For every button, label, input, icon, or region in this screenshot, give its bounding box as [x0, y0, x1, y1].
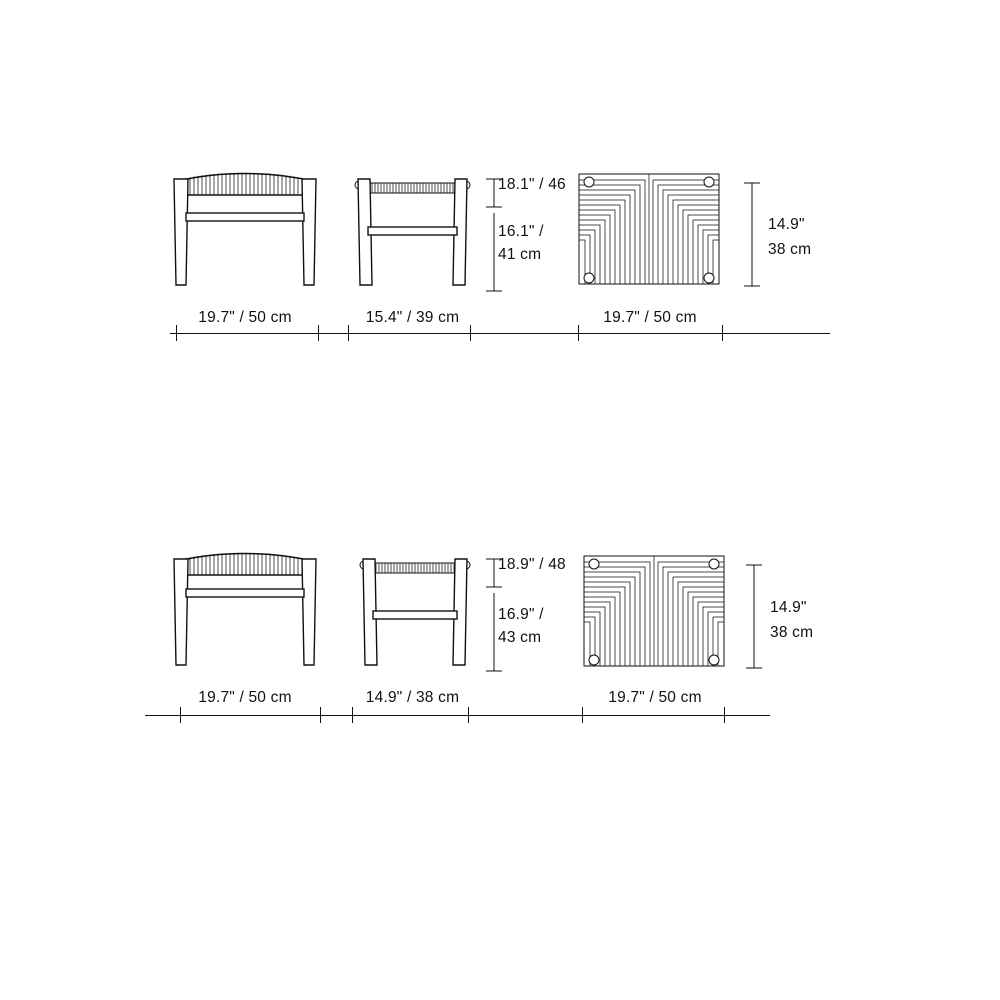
lower-baseline-tick-4 — [468, 707, 469, 723]
upper-baseline-tick-6 — [722, 325, 723, 341]
lower-frame-height-label-line1: 16.9" / — [498, 606, 544, 623]
upper-side-elevation — [350, 165, 475, 290]
front-elevation-drawing — [160, 545, 330, 670]
upper-baseline — [170, 333, 830, 334]
lower-baseline — [145, 715, 770, 716]
upper-baseline-tick-5 — [578, 325, 579, 341]
lower-frame-height-label-line2: 43 cm — [498, 629, 542, 646]
upper-plan-depth-label-line2: 38 cm — [768, 241, 812, 258]
side-elevation-drawing — [350, 165, 475, 290]
side-elevation-drawing — [355, 545, 475, 670]
upper-baseline-tick-1 — [176, 325, 177, 341]
lower-baseline-tick-5 — [582, 707, 583, 723]
upper-plan-depth-dimension-line — [740, 178, 764, 296]
lower-seat-height-label: 18.9" / 48 — [498, 556, 566, 573]
upper-seat-height-label: 18.1" / 46 — [498, 176, 566, 193]
upper-side-width-label: 15.4" / 39 cm — [365, 309, 460, 326]
front-elevation-drawing — [160, 165, 330, 290]
top-plan-drawing — [580, 552, 730, 672]
upper-frame-height-label-line2: 41 cm — [498, 246, 542, 263]
upper-baseline-tick-2 — [318, 325, 319, 341]
lower-plan-depth-label-line2: 38 cm — [770, 624, 814, 641]
lower-baseline-tick-6 — [724, 707, 725, 723]
lower-baseline-tick-1 — [180, 707, 181, 723]
lower-side-width-label: 14.9" / 38 cm — [365, 689, 460, 706]
upper-frame-height-label-line1: 16.1" / — [498, 223, 544, 240]
upper-baseline-tick-3 — [348, 325, 349, 341]
lower-plan-depth-dimension-line — [742, 560, 766, 678]
lower-baseline-tick-2 — [320, 707, 321, 723]
lower-plan-depth-label-line1: 14.9" — [770, 599, 807, 616]
upper-plan-depth-label-line1: 14.9" — [768, 216, 805, 233]
lower-front-elevation — [160, 545, 330, 670]
top-plan-drawing — [575, 170, 725, 290]
lower-baseline-tick-3 — [352, 707, 353, 723]
upper-top-plan — [575, 170, 725, 290]
upper-front-width-label: 19.7" / 50 cm — [198, 309, 292, 326]
upper-baseline-tick-4 — [470, 325, 471, 341]
lower-front-width-label: 19.7" / 50 cm — [198, 689, 292, 706]
lower-side-elevation — [355, 545, 475, 670]
upper-plan-width-label: 19.7" / 50 cm — [603, 309, 697, 326]
lower-plan-width-label: 19.7" / 50 cm — [608, 689, 702, 706]
lower-stool-drawing-set — [0, 380, 1000, 780]
lower-top-plan — [580, 552, 730, 672]
upper-front-elevation — [160, 165, 330, 290]
